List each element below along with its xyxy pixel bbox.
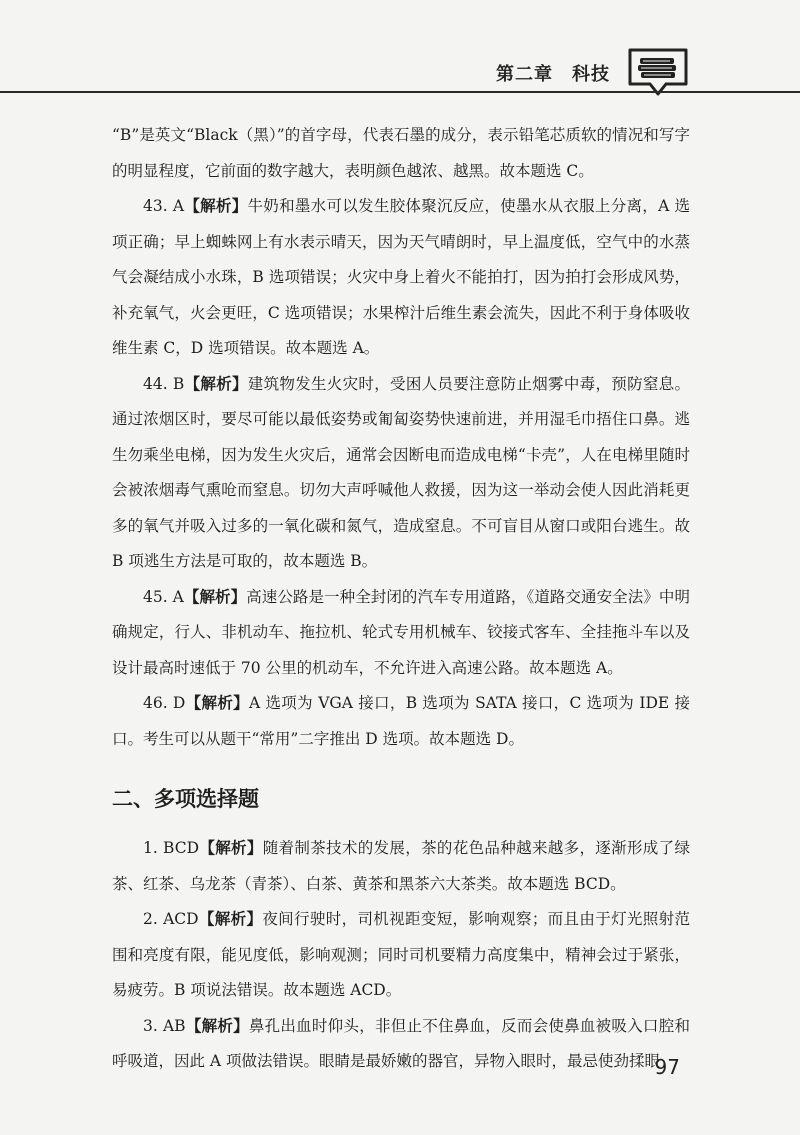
answer-item — [112, 580, 690, 687]
analysis-tag: 【解析】 — [198, 910, 263, 928]
analysis-tag: 【解析】 — [199, 839, 263, 857]
answer-text: 随着制茶技术的发展，茶的花色品种越来越多，逐渐形成了绿茶、红茶、乌龙茶（青茶）、白茶、黄茶和黑茶六大茶类。故本题选 BCD。 — [112, 839, 690, 893]
analysis-tag: 【解析】 — [184, 197, 248, 215]
chapter-title: 第二章 科技 — [496, 64, 610, 85]
header-divider — [0, 91, 800, 93]
answer-item — [112, 1009, 690, 1080]
page-content — [112, 118, 690, 1080]
analysis-tag: 【解析】 — [185, 1016, 249, 1035]
answer-text: 夜间行驶时，司机视距变短，影响观察；而且由于灯光照射范围和亮度有限，能见度低，影响观测；同时司机要精力高度集中，精神会过于紧张，易疲劳。B 项说法错误。故本题选 ACD。 — [112, 910, 690, 999]
answer-item — [112, 686, 690, 757]
books-icon — [626, 44, 690, 98]
answer-text: 高速公路是一种全封闭的汽车专用道路，《道路交通安全法》中明确规定，行人、非机动车、拖拉机、轮式专用机械车、铰接式客车、全挂拖斗车以及设计最高时速低于 70 公里的机动车，不允许进入高速公路。故本题选 A。 — [112, 587, 690, 677]
analysis-tag: 【解析】 — [183, 587, 247, 606]
answer-number: 43. A — [143, 197, 185, 215]
answer-item — [112, 367, 690, 580]
answer-text: 鼻孔出血时仰头，非但止不住鼻血，反而会使鼻血被吸入口腔和呼吸道，因此 A 项做法错误。眼睛是最娇嫩的器官，异物入眼时，最忌使劲揉眼 — [112, 1016, 690, 1070]
answer-item — [112, 189, 690, 367]
answer-number: 2. ACD — [143, 910, 199, 928]
analysis-tag: 【解析】 — [185, 694, 249, 712]
analysis-tag: 【解析】 — [184, 374, 248, 393]
page-header — [0, 0, 800, 100]
answer-number: 3. AB — [143, 1016, 186, 1035]
answer-text: A 选项为 VGA 接口，B 选项为 SATA 接口，C 选项为 IDE 接口。考生可以从题干“常用”二字推出 D 选项。故本题选 D。 — [112, 694, 690, 748]
page-number: 97 — [654, 1055, 680, 1079]
answer-text: 牛奶和墨水可以发生胶体聚沉反应，使墨水从衣服上分离，A 选项正确；早上蜘蛛网上有水表示晴天，因为天气晴朗时，早上温度低，空气中的水蒸气会凝结成小水珠，B 选项错误；火灾中身上着火不能拍打，因为拍打会形成风势，补充氧气，火会更旺，C 选项错误；水果榨汁后维生素会流失，因此不利于身体吸收维生素 C，D 选项错误。故本题选 A。 — [112, 197, 690, 357]
answer-number: 46. D — [143, 694, 186, 712]
continuation-paragraph: “B”是英文“Black（黑）”的首字母，代表石墨的成分，表示铅笔芯质软的情况和写字的明显程度，它前面的数字越大，表明颜色越浓、越黑。故本题选 C。 — [112, 126, 690, 180]
answer-text: 建筑物发生火灾时，受困人员要注意防止烟雾中毒，预防窒息。通过浓烟区时，要尽可能以最低姿势或匍匐姿势快速前进，并用湿毛巾捂住口鼻。逃生勿乘坐电梯，因为发生火灾后，通常会因断电而造成电梯“卡壳”，人在电梯里随时会被浓烟毒气熏呛而窒息。切勿大声呼喊他人救援，因为这一举动会使人因此消耗更多的氧气并吸入过多的一氧化碳和氮气，造成窒息。不可盲目从窗口或阳台逃生。故 B 项逃生方法是可取的，故本题选 B。 — [112, 374, 690, 570]
answer-item — [112, 831, 690, 902]
answer-number: 1. BCD — [143, 839, 200, 857]
section-heading: 二、多项选择题 — [112, 787, 259, 811]
answer-number: 44. B — [143, 374, 185, 393]
answer-item — [112, 902, 690, 1009]
answer-number: 45. A — [143, 587, 184, 606]
